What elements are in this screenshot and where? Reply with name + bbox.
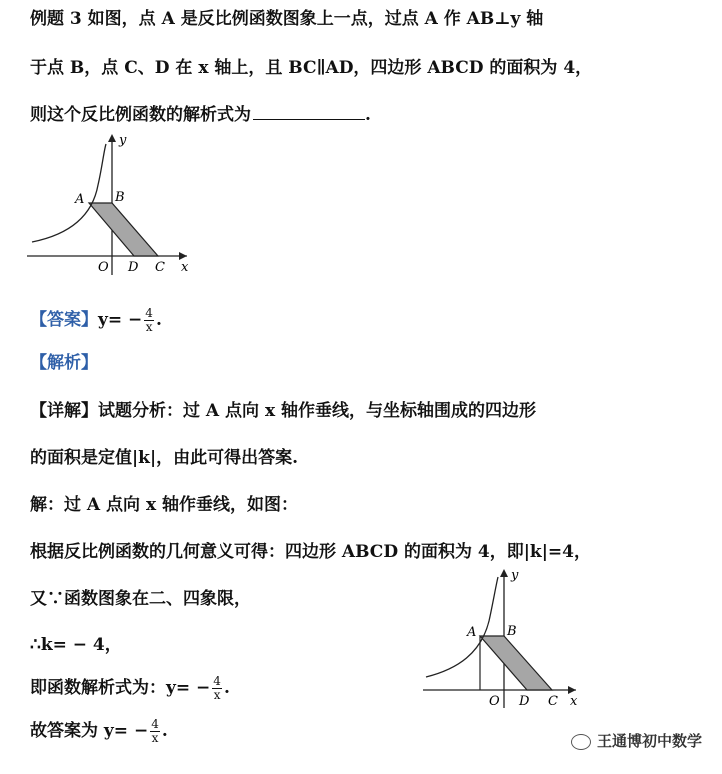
figure-2: [418, 565, 590, 713]
label-d: D: [128, 260, 139, 275]
label-c: C: [548, 694, 558, 709]
wechat-icon: [571, 734, 591, 750]
detail-line-5: 又∵函数图象在二、四象限，: [30, 589, 251, 609]
answer-expr: y= −: [98, 310, 143, 330]
label-a: A: [467, 625, 477, 640]
label-o: O: [98, 260, 109, 275]
detail-fraction-2: [150, 718, 160, 745]
y-arrow: [500, 569, 508, 577]
detail-line-1: 【详解】试题分析：过 A 点向 x 轴作垂线，与坐标轴围成的四边形: [30, 401, 536, 421]
detail-fraction-1: [212, 675, 222, 702]
label-x: x: [181, 260, 189, 275]
analysis-label: 【解析】: [30, 353, 98, 373]
label-y: y: [119, 133, 127, 148]
x-arrow: [179, 252, 187, 260]
detail-line-7: [30, 673, 230, 702]
problem-line-1: 例题 3 如图，点 A 是反比例函数图象上一点，过点 A 作 AB⊥y 轴: [30, 9, 544, 29]
fraction-numerator: 4: [213, 674, 221, 688]
label-x: x: [570, 694, 578, 709]
detail-line-6: ∴k= − 4，: [30, 635, 122, 655]
answer-fraction: [144, 307, 154, 334]
fraction-numerator: 4: [151, 717, 159, 731]
fraction-denominator: x: [145, 320, 153, 334]
detail-line-7-end: .: [223, 678, 230, 698]
watermark: [571, 730, 702, 751]
label-d: D: [519, 694, 530, 709]
label-b: B: [115, 190, 125, 205]
label-b: B: [507, 624, 517, 639]
quadrilateral-abcd: [89, 203, 158, 256]
hyperbola-curve: [32, 144, 106, 242]
problem-line-3: [30, 100, 371, 125]
x-arrow: [568, 686, 576, 694]
fraction-denominator: x: [213, 688, 221, 702]
detail-line-4: 根据反比例函数的几何意义可得：四边形 ABCD 的面积为 4，即|k|=4，: [30, 542, 591, 562]
detail-line-8: [30, 716, 168, 745]
watermark-text: 王通博初中数学: [596, 732, 702, 750]
answer-blank: [253, 118, 365, 120]
answer-label: 【答案】: [30, 310, 98, 330]
problem-line-3-end: .: [365, 105, 371, 125]
fraction-numerator: 4: [145, 306, 153, 320]
problem-line-3-text: 则这个反比例函数的解析式为: [30, 105, 251, 125]
detail-line-3: 解：过 A 点向 x 轴作垂线，如图：: [30, 495, 298, 515]
label-y: y: [511, 568, 519, 583]
detail-line-8-text: 故答案为 y= −: [30, 721, 149, 741]
detail-line-7-text: 即函数解析式为：y= −: [30, 678, 211, 698]
quadrilateral-abcd: [480, 636, 552, 690]
label-c: C: [155, 260, 165, 275]
hyperbola-curve: [426, 577, 498, 677]
fraction-denominator: x: [151, 731, 159, 745]
label-o: O: [489, 694, 500, 709]
y-arrow: [108, 134, 116, 142]
answer-end: .: [155, 310, 162, 330]
problem-line-2: 于点 B，点 C、D 在 x 轴上，且 BC∥AD，四边形 ABCD 的面积为 4，: [30, 58, 593, 78]
answer-line: [30, 305, 162, 334]
detail-line-2: 的面积是定值|k|，由此可得出答案.: [30, 448, 299, 468]
figure-1: [22, 130, 202, 280]
label-a: A: [75, 192, 85, 207]
detail-line-8-end: .: [161, 721, 168, 741]
